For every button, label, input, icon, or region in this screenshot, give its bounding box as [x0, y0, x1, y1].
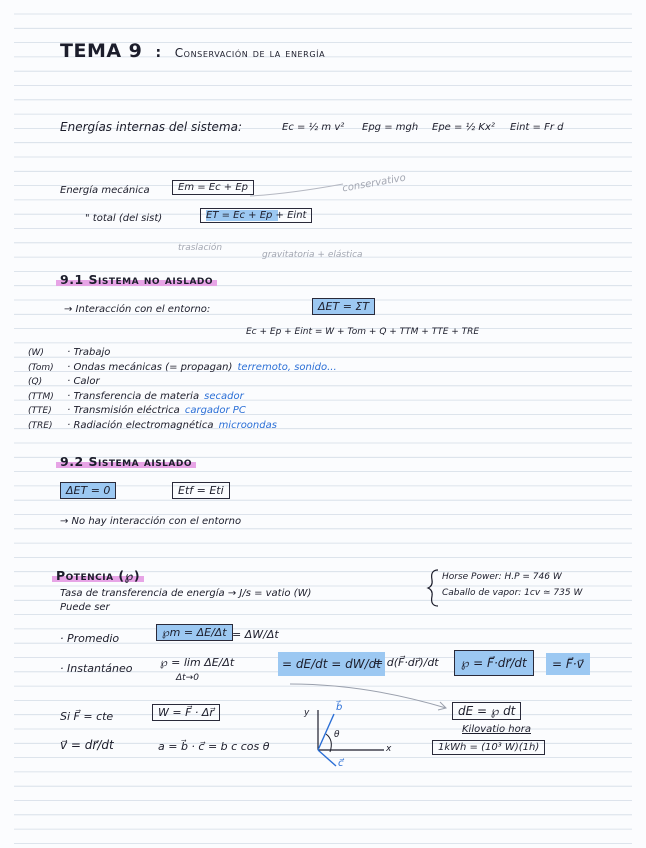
- axis-x-label: x: [386, 744, 392, 754]
- instant-f5: = F⃗·v⃗: [546, 653, 590, 675]
- mech-label: Energía mecánica: [60, 185, 150, 196]
- list-item: [28, 384, 337, 402]
- list-item: [28, 340, 337, 358]
- title-main: TEMA 9: [60, 40, 143, 62]
- work-formula: W = F⃗ · Δr⃗: [152, 704, 220, 721]
- item-text: · Ondas mecánicas (= propagan): [67, 361, 233, 373]
- instant-f3: = d(F⃗·dr⃗)/dt: [374, 656, 439, 669]
- potencia-title: Potencia (℘): [52, 568, 144, 583]
- section-9-1-title: 9.1 Sistema no aislado: [56, 272, 217, 287]
- item-example: secador: [204, 390, 244, 402]
- brace-icon: [426, 568, 440, 608]
- kwh-formula: 1kWh = (10³ W)(1h): [432, 740, 545, 755]
- item-sym: (Q): [28, 377, 43, 387]
- s91-boxed: ΔET = ΣT: [312, 298, 375, 315]
- item-sym: (W): [28, 348, 44, 358]
- potencia-def1: Tasa de transferencia de energía → J/s = vatio (W): [60, 588, 312, 599]
- formula-epg: Epg = mgh: [362, 122, 419, 133]
- section-9-2-title: 9.2 Sistema aislado: [56, 454, 196, 469]
- total-note-left: traslación: [178, 243, 223, 253]
- list-item: [28, 398, 337, 416]
- list-item: [28, 413, 337, 431]
- item-text: · Calor: [67, 376, 100, 387]
- item-text: · Radiación electromagnética: [67, 419, 214, 431]
- mech-formula: Em = Ec + Ep: [172, 180, 254, 195]
- total-label: " total (del sist): [85, 213, 163, 224]
- item-example: terremoto, sonido...: [237, 361, 337, 373]
- instant-limit: Δt→0: [176, 673, 199, 683]
- angle-arc: [326, 734, 331, 752]
- total-note-right: gravitatoria + elástica: [262, 250, 363, 260]
- promedio-formula-2: = ΔW/Δt: [232, 628, 279, 641]
- instant-f1: ℘ = lim ΔE/Δt: [160, 656, 235, 669]
- axis-y-label: y: [304, 708, 310, 718]
- theta-label: θ: [334, 730, 340, 740]
- instant-f2: = dE/dt = dW/dt: [278, 652, 385, 676]
- s91-intro: → Interacción con el entorno:: [64, 304, 211, 315]
- de-formula: dE = ℘ dt: [452, 702, 521, 720]
- promedio-formula: ℘m = ΔE/Δt: [156, 624, 233, 641]
- total-formula-text: ET = Ec + Ep + Eint: [206, 210, 307, 221]
- item-sym: (Tom): [28, 362, 54, 373]
- item-text: · Trabajo: [67, 347, 111, 358]
- instant-label: · Instantáneo: [60, 662, 133, 675]
- kwh-label: Kilovatio hora: [462, 724, 531, 735]
- formula-epe: Epe = ½ Kx²: [432, 122, 495, 133]
- total-formula: [200, 208, 312, 223]
- item-text: · Transferencia de materia: [67, 390, 200, 402]
- s91-equation: Ec + Ep + Eint = W + Tom + Q + TTM + TTE + TRE: [246, 327, 480, 337]
- mech-arrow: [248, 180, 348, 200]
- list-item: [28, 355, 337, 373]
- vector-c-label: c⃗: [338, 758, 344, 769]
- formula-ec: Ec = ½ m v²: [282, 122, 345, 133]
- page-title: [60, 40, 325, 62]
- instant-f4: ℘ = F⃗·dr⃗/dt: [454, 650, 534, 676]
- vel-formula: v⃗ = dr⃗/dt: [60, 738, 114, 752]
- item-sym: (TRE): [28, 420, 53, 431]
- s91-list: [28, 340, 337, 431]
- item-example: microondas: [218, 419, 277, 431]
- s92-note: → No hay interacción con el entorno: [60, 516, 242, 527]
- title-sub: Conservación de la energía: [174, 46, 326, 60]
- potencia-cv: Caballo de vapor: 1cv ≃ 735 W: [442, 588, 583, 598]
- s92-box2: Etf = Eti: [172, 482, 230, 499]
- promedio-label: · Promedio: [60, 632, 120, 645]
- potencia-hp: Horse Power: H.P = 746 W: [442, 572, 562, 582]
- internal-label: Energías internas del sistema:: [60, 120, 243, 134]
- vector-c: [318, 750, 336, 766]
- item-sym: (TTE): [28, 406, 52, 416]
- potencia-def2: Puede ser: [60, 602, 110, 613]
- mech-note: conservativo: [341, 172, 407, 195]
- cte-label: Si F⃗ = cte: [60, 710, 114, 723]
- connector-arrow: [286, 680, 456, 720]
- dot-formula: a = b⃗ · c⃗ = b c cos θ: [158, 740, 270, 753]
- title-colon: :: [155, 45, 162, 61]
- item-sym: (TTM): [28, 391, 54, 402]
- formula-eint: Eint = Fr d: [510, 122, 564, 133]
- vector-b-label: b⃗: [336, 702, 343, 713]
- item-example: cargador PC: [184, 405, 246, 416]
- s92-box1: ΔET = 0: [60, 482, 116, 499]
- item-text: · Transmisión eléctrica: [67, 405, 180, 416]
